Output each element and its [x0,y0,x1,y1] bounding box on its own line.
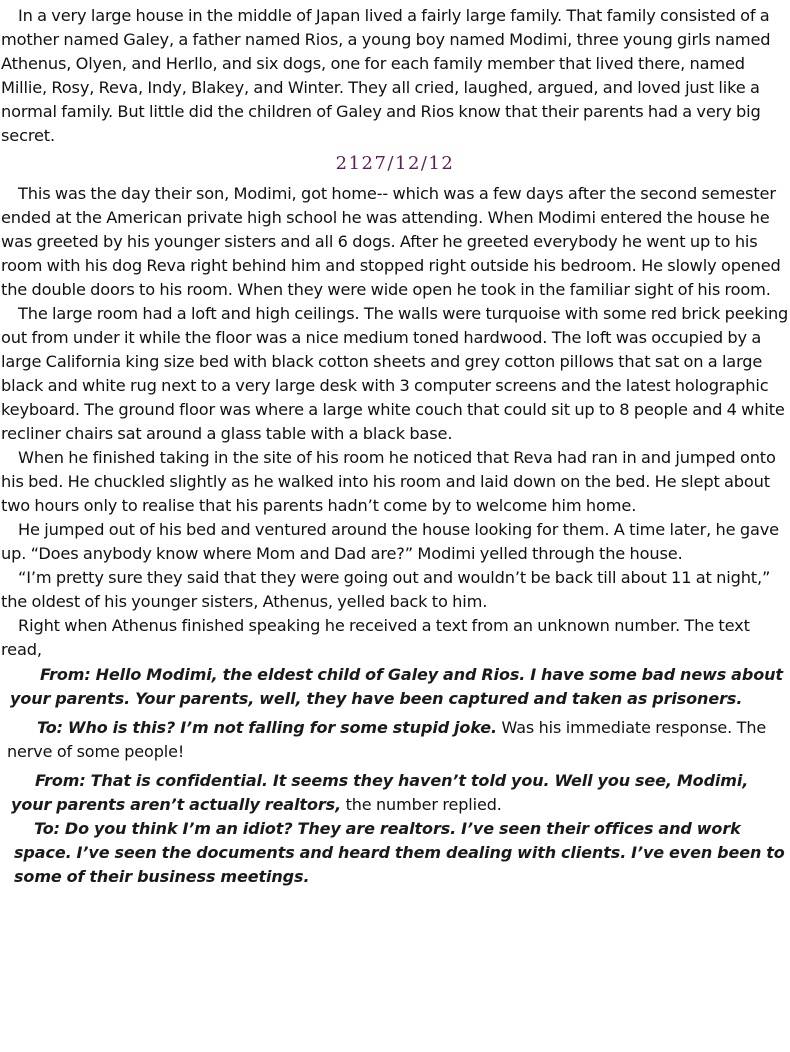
message-text: From: That is confidential. It seems they haven’t told you. Well you see, Modimi, your parents aren’t actually realtors, [11,771,749,814]
text-message-to-2 [0,817,790,889]
paragraph-text-received: Right when Athenus finished speaking he received a text from an unknown number. The text read, [1,616,750,659]
date-heading: 2127/12/12 [335,153,455,174]
narration-text: the number replied. [341,795,502,814]
paragraph-searching: He jumped out of his bed and ventured around the house looking for them. A time later, he gave up. “Does anybody know where Mom and Dad are?” Modimi yelled through the house. [1,520,779,563]
message-text: From: Hello Modimi, the eldest child of Galey and Rios. I have some bad news about your parents. Your parents, well, they have been captured and taken as prisoners. [10,665,783,708]
message-text: To: Do you think I’m an idiot? They are realtors. I’ve seen their offices and work space. I’ve seen the documents and heard them dealing with clients. I’ve even been to some of their business meetings. [14,819,785,886]
paragraph-arrival: This was the day their son, Modimi, got home-- which was a few days after the second semester ended at the American private high school he was attending. When Modimi entered the house he was greeted by his younger sisters and all 6 dogs. After he greeted everybody he went up to his room with his dog Reva right behind him and stopped right outside his bedroom. He slowly opened the double doors to his room. When they were wide open he took in the familiar sight of his room. [1,184,781,299]
text-message-from-1 [0,663,790,711]
message-text: To: Who is this? I’m not falling for some stupid joke. [37,718,498,737]
narration-text: Was his immediate response. The nerve of some people! [7,718,767,761]
intro-paragraph: In a very large house in the middle of Japan lived a fairly large family. That family consisted of a mother named Galey, a father named Rios, a young boy named Modimi, three young girls named Athenus, Olyen, and Herllo, and six dogs, one for each family member that lived there, named Millie, Rosy, Reva, Indy, Blakey, and Winter. They all cried, laughed, argued, and loved just like a normal family. But little did the children of Galey and Rios know that their parents had a very big secret. [1,6,771,145]
text-message-from-2 [0,769,790,817]
paragraph-room-description: The large room had a loft and high ceilings. The walls were turquoise with some red brick peeking out from under it while the floor was a nice medium toned hardwood. The loft was occupied by a large California king size bed with black cotton sheets and grey cotton pillows that sat on a large black and white rug next to a very large desk with 3 computer screens and the latest holographic keyboard. The ground floor was where a large white couch that could sit up to 8 people and 4 white recliner chairs sat around a glass table with a black base. [1,304,789,443]
text-message-to-1 [0,716,790,764]
paragraph-athenus-reply: “I’m pretty sure they said that they were going out and wouldn’t be back till about 11 at night,” the oldest of his younger sisters, Athenus, yelled back to him. [1,568,771,611]
paragraph-reva-bed: When he finished taking in the site of his room he noticed that Reva had ran in and jumped onto his bed. He chuckled slightly as he walked into his room and laid down on the bed. He slept about two hours only to realise that his parents hadn’t come by to welcome him home. [1,448,776,515]
